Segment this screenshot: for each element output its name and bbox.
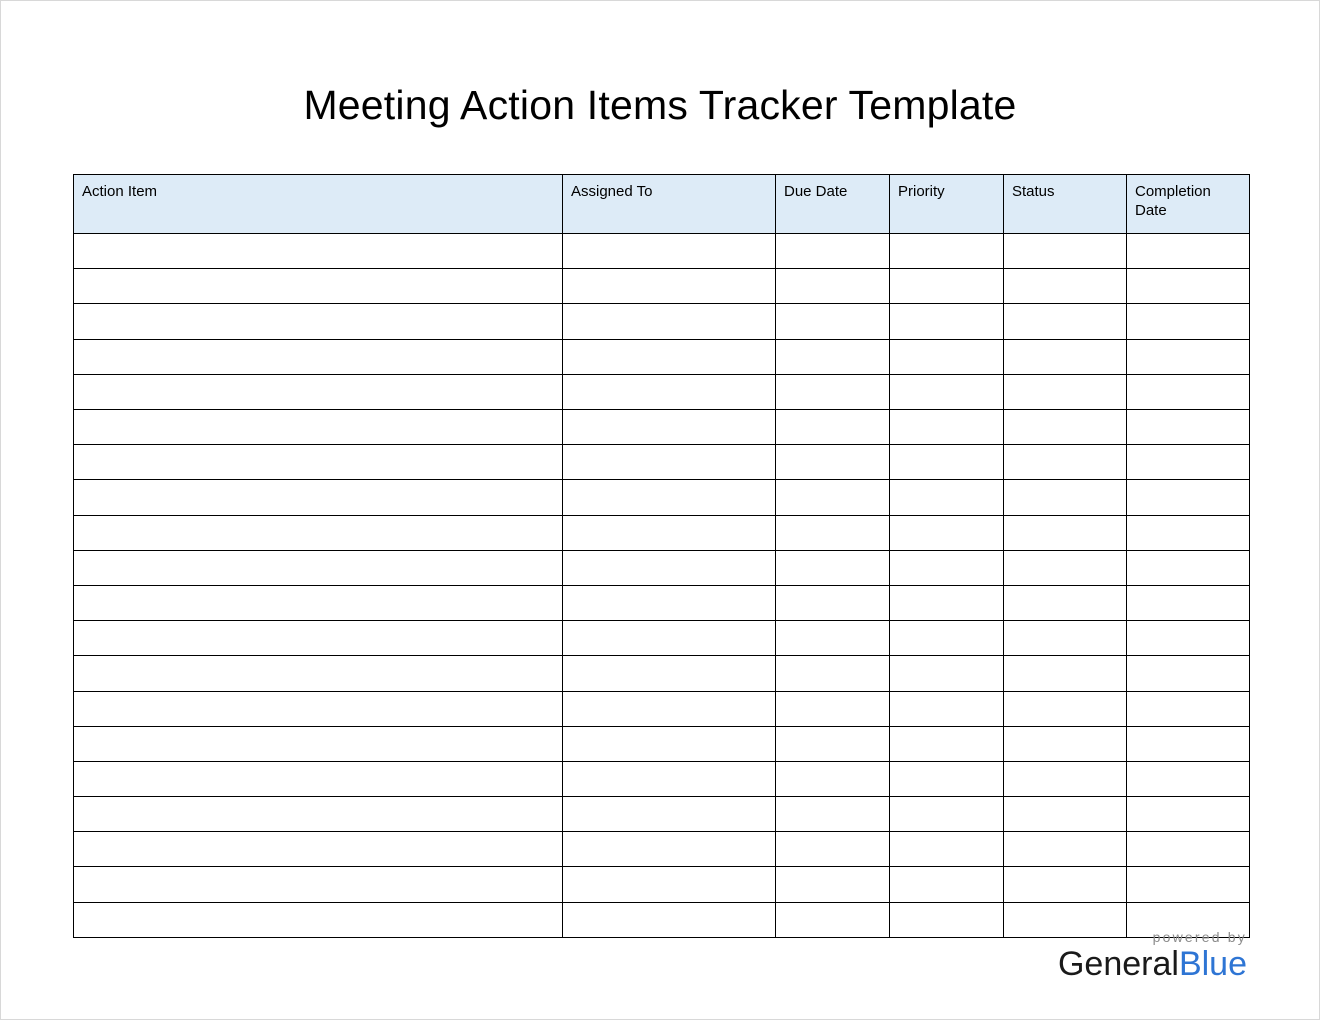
table-cell-due_date[interactable] [776,339,890,374]
table-cell-action_item[interactable] [74,410,563,445]
table-row [74,797,1250,832]
table-cell-due_date[interactable] [776,374,890,409]
table-cell-completion_date[interactable] [1127,621,1250,656]
table-cell-action_item[interactable] [74,304,563,339]
table-cell-due_date[interactable] [776,797,890,832]
powered-by-label: powered by [1152,929,1247,945]
table-cell-completion_date[interactable] [1127,550,1250,585]
table-cell-action_item[interactable] [74,550,563,585]
table-cell-priority[interactable] [890,832,1004,867]
table-cell-assigned_to[interactable] [563,797,776,832]
table-cell-priority[interactable] [890,867,1004,902]
table-cell-priority[interactable] [890,797,1004,832]
table-cell-action_item[interactable] [74,480,563,515]
table-cell-action_item[interactable] [74,726,563,761]
table-cell-priority[interactable] [890,550,1004,585]
table-cell-status[interactable] [1004,585,1127,620]
table-cell-due_date[interactable] [776,832,890,867]
logo-text-general: General [1057,945,1179,983]
table-cell-status[interactable] [1004,832,1127,867]
table-cell-priority[interactable] [890,621,1004,656]
table-row [74,621,1250,656]
table-row [74,515,1250,550]
table-cell-assigned_to[interactable] [563,726,776,761]
table-cell-assigned_to[interactable] [563,339,776,374]
table-cell-status[interactable] [1004,726,1127,761]
table-row [74,445,1250,480]
table-cell-assigned_to[interactable] [563,374,776,409]
table-cell-assigned_to[interactable] [563,867,776,902]
footer-branding [1058,929,1247,981]
table-cell-priority[interactable] [890,374,1004,409]
table-cell-status[interactable] [1004,445,1127,480]
table-cell-status[interactable] [1004,234,1127,269]
table-cell-status[interactable] [1004,550,1127,585]
table-cell-action_item[interactable] [74,339,563,374]
table-header [74,175,1250,234]
table-cell-due_date[interactable] [776,867,890,902]
table-cell-completion_date[interactable] [1127,374,1250,409]
tracker-table-container [73,174,1247,938]
table-cell-assigned_to[interactable] [563,902,776,937]
table-cell-assigned_to[interactable] [563,621,776,656]
table-cell-completion_date[interactable] [1127,410,1250,445]
table-cell-completion_date[interactable] [1127,726,1250,761]
table-row [74,374,1250,409]
table-cell-due_date[interactable] [776,234,890,269]
table-cell-assigned_to[interactable] [563,234,776,269]
table-header-row [74,175,1250,234]
table-cell-assigned_to[interactable] [563,691,776,726]
table-cell-completion_date[interactable] [1127,480,1250,515]
table-cell-assigned_to[interactable] [563,410,776,445]
table-cell-status[interactable] [1004,656,1127,691]
table-cell-due_date[interactable] [776,480,890,515]
table-cell-action_item[interactable] [74,374,563,409]
table-row [74,410,1250,445]
page-title: Meeting Action Items Tracker Template [303,82,1017,128]
table-row [74,867,1250,902]
table-cell-priority[interactable] [890,269,1004,304]
table-cell-priority[interactable] [890,304,1004,339]
table-cell-assigned_to[interactable] [563,445,776,480]
table-cell-assigned_to[interactable] [563,585,776,620]
table-cell-completion_date[interactable] [1127,339,1250,374]
table-cell-status[interactable] [1004,515,1127,550]
table-cell-status[interactable] [1004,761,1127,796]
table-cell-status[interactable] [1004,304,1127,339]
table-cell-priority[interactable] [890,480,1004,515]
table-cell-priority[interactable] [890,339,1004,374]
table-row [74,480,1250,515]
table-cell-status[interactable] [1004,480,1127,515]
column-header-assigned-to: Assigned To [563,175,776,234]
table-cell-priority[interactable] [890,410,1004,445]
table-row [74,726,1250,761]
table-cell-action_item[interactable] [74,797,563,832]
column-header-due-date: Due Date [776,175,890,234]
table-row [74,761,1250,796]
column-header-completion-date: Completion Date [1127,175,1250,234]
table-cell-completion_date[interactable] [1127,867,1250,902]
table-cell-action_item[interactable] [74,691,563,726]
table-cell-priority[interactable] [890,515,1004,550]
table-row [74,832,1250,867]
table-body [74,234,1250,938]
table-cell-completion_date[interactable] [1127,515,1250,550]
table-cell-due_date[interactable] [776,445,890,480]
generalblue-logo [1058,947,1247,981]
table-cell-due_date[interactable] [776,269,890,304]
table-cell-due_date[interactable] [776,621,890,656]
table-cell-status[interactable] [1004,867,1127,902]
table-cell-completion_date[interactable] [1127,445,1250,480]
table-cell-priority[interactable] [890,691,1004,726]
table-cell-status[interactable] [1004,339,1127,374]
table-cell-due_date[interactable] [776,585,890,620]
table-cell-action_item[interactable] [74,656,563,691]
table-row [74,304,1250,339]
table-row [74,234,1250,269]
table-cell-completion_date[interactable] [1127,797,1250,832]
table-cell-due_date[interactable] [776,410,890,445]
table-cell-action_item[interactable] [74,269,563,304]
action-items-table [73,174,1250,938]
table-cell-action_item[interactable] [74,515,563,550]
table-cell-priority[interactable] [890,656,1004,691]
table-cell-assigned_to[interactable] [563,269,776,304]
table-row [74,585,1250,620]
table-cell-due_date[interactable] [776,902,890,937]
table-cell-due_date[interactable] [776,304,890,339]
table-cell-action_item[interactable] [74,585,563,620]
logo-text-blue: Blue [1178,945,1247,983]
table-cell-action_item[interactable] [74,761,563,796]
table-cell-assigned_to[interactable] [563,550,776,585]
table-cell-completion_date[interactable] [1127,585,1250,620]
table-cell-completion_date[interactable] [1127,656,1250,691]
table-cell-status[interactable] [1004,410,1127,445]
table-cell-action_item[interactable] [74,832,563,867]
table-cell-completion_date[interactable] [1127,269,1250,304]
table-cell-completion_date[interactable] [1127,304,1250,339]
table-cell-due_date[interactable] [776,656,890,691]
table-row [74,550,1250,585]
table-cell-status[interactable] [1004,269,1127,304]
table-cell-priority[interactable] [890,585,1004,620]
table-cell-assigned_to[interactable] [563,761,776,796]
table-cell-priority[interactable] [890,902,1004,937]
table-cell-assigned_to[interactable] [563,832,776,867]
table-cell-priority[interactable] [890,234,1004,269]
table-cell-action_item[interactable] [74,234,563,269]
table-cell-action_item[interactable] [74,902,563,937]
table-row [74,656,1250,691]
table-row [74,339,1250,374]
table-cell-assigned_to[interactable] [563,515,776,550]
table-cell-due_date[interactable] [776,515,890,550]
table-cell-due_date[interactable] [776,761,890,796]
table-cell-completion_date[interactable] [1127,761,1250,796]
table-cell-action_item[interactable] [74,445,563,480]
table-cell-completion_date[interactable] [1127,234,1250,269]
table-cell-priority[interactable] [890,726,1004,761]
table-cell-due_date[interactable] [776,726,890,761]
table-cell-action_item[interactable] [74,867,563,902]
column-header-action-item: Action Item [74,175,563,234]
table-cell-status[interactable] [1004,374,1127,409]
table-cell-assigned_to[interactable] [563,480,776,515]
table-cell-priority[interactable] [890,761,1004,796]
table-cell-completion_date[interactable] [1127,691,1250,726]
table-cell-status[interactable] [1004,621,1127,656]
table-row [74,269,1250,304]
table-cell-completion_date[interactable] [1127,832,1250,867]
table-cell-due_date[interactable] [776,691,890,726]
table-cell-priority[interactable] [890,445,1004,480]
table-cell-assigned_to[interactable] [563,656,776,691]
table-row [74,691,1250,726]
table-cell-assigned_to[interactable] [563,304,776,339]
table-cell-action_item[interactable] [74,621,563,656]
column-header-status: Status [1004,175,1127,234]
table-cell-status[interactable] [1004,691,1127,726]
column-header-priority: Priority [890,175,1004,234]
table-cell-status[interactable] [1004,797,1127,832]
table-cell-due_date[interactable] [776,550,890,585]
